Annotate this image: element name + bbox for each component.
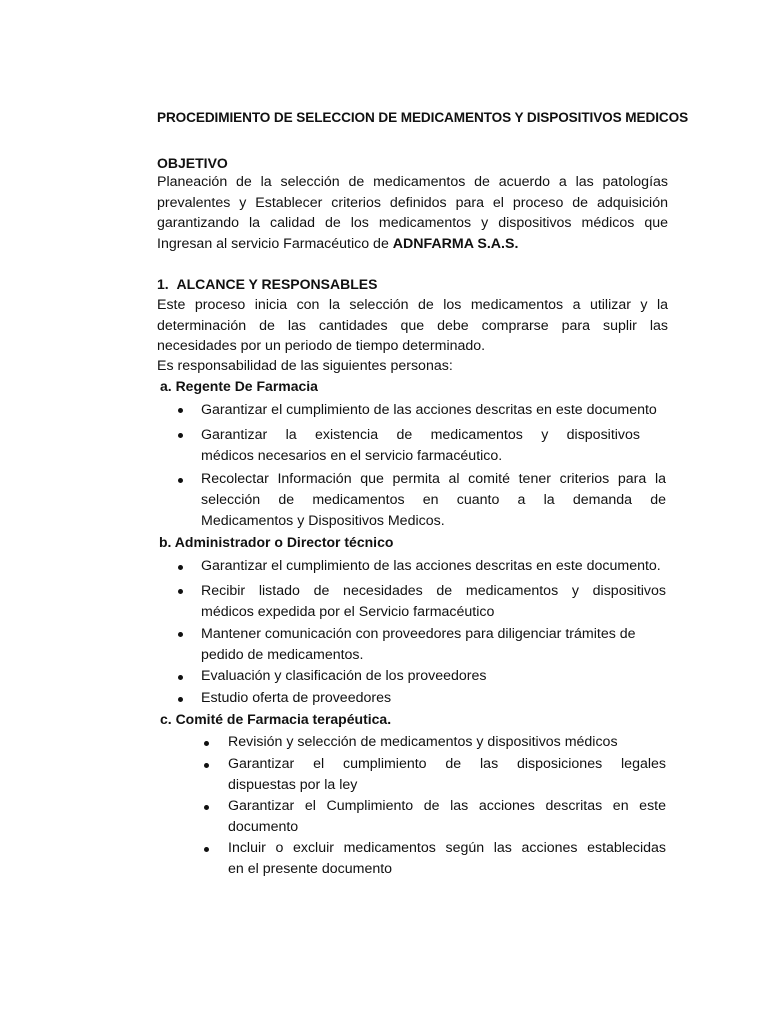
- section-1-heading: [157, 276, 377, 292]
- document-title: PROCEDIMIENTO DE SELECCION DE MEDICAMENTOS Y DISPOSITIVOS MEDICOS: [157, 110, 689, 125]
- list-item-line: Medicamentos y Dispositivos Medicos.: [201, 512, 445, 529]
- list-item: [228, 732, 668, 753]
- section-1-line: Este proceso inicia con la selección de los medicamentos a utilizar y la: [157, 297, 668, 313]
- objetivo-line: Planeación de la selección de medicamentos de acuerdo a las patologías: [157, 174, 668, 190]
- objetivo-line-text: Ingresan al servicio Farmacéutico de: [157, 235, 389, 252]
- list-item: [201, 624, 666, 666]
- list-item: [201, 581, 666, 623]
- list-item-line: selección de medicamentos en cuanto a la demanda de: [201, 491, 666, 508]
- bullet-icon: [178, 408, 183, 413]
- bullet-icon: [204, 741, 209, 746]
- list-item-line: Mantener comunicación con proveedores para diligenciar trámites de: [201, 626, 636, 642]
- bullet-icon: [178, 675, 183, 680]
- section-1-line: determinación de las cantidades que debe comprarse para suplir las: [157, 317, 668, 334]
- section-1-paragraph: [157, 295, 668, 357]
- bullet-icon: [204, 805, 209, 810]
- group-b-label: b. Administrador o Director técnico: [159, 534, 394, 550]
- list-item-line: Recolectar Información que permita al comité tener criterios para la: [201, 471, 666, 487]
- section-1-intro: Es responsabilidad de las siguientes personas:: [157, 358, 453, 374]
- group-a-label: a. Regente De Farmacia: [160, 378, 318, 394]
- list-item: [228, 838, 666, 880]
- list-item-line: Garantizar el cumplimiento de las disposiciones legales: [228, 756, 666, 772]
- list-item-line: Revisión y selección de medicamentos y dispositivos médicos: [228, 734, 618, 750]
- list-item-line: médicos necesarios en el servicio farmacéutico.: [201, 447, 503, 464]
- list-item: [201, 400, 687, 421]
- list-item-line: Incluir o excluir medicamentos según las acciones establecidas: [228, 840, 666, 856]
- list-item-line: documento: [228, 818, 299, 835]
- list-item: [201, 688, 666, 709]
- list-item-line: dispuestas por la ley: [228, 776, 358, 793]
- bullet-icon: [178, 565, 183, 570]
- list-item: [201, 425, 640, 467]
- objetivo-line: prevalentes y Establecer criterios definidos para el proceso de adquisición: [157, 194, 668, 211]
- list-item: [228, 754, 666, 796]
- bullet-icon: [178, 697, 183, 702]
- objetivo-paragraph: [157, 172, 668, 254]
- objetivo-line: garantizando la calidad de los medicamentos y dispositivos médicos que: [157, 215, 668, 232]
- bullet-icon: [204, 763, 209, 768]
- list-item-line: médicos expedida por el Servicio farmacéutico: [201, 603, 495, 620]
- list-item-line: Garantizar la existencia de medicamentos y dispositivos: [201, 427, 640, 443]
- list-item-line: Garantizar el cumplimiento de las acciones descritas en este documento: [201, 402, 657, 418]
- bullet-icon: [178, 589, 183, 594]
- list-item-line: pedido de medicamentos.: [201, 646, 364, 663]
- list-item-line: en el presente documento: [228, 860, 393, 877]
- list-item-line: Evaluación y clasificación de los proveedores: [201, 668, 487, 684]
- objetivo-line: [157, 234, 668, 255]
- list-item: [201, 556, 691, 577]
- list-item-line: Garantizar el Cumplimiento de las acciones descritas en este: [228, 798, 666, 814]
- list-item-line: Recibir listado de necesidades de medicamentos y dispositivos: [201, 583, 666, 599]
- bullet-icon: [178, 478, 183, 483]
- bullet-icon: [178, 632, 183, 637]
- group-c-label: c. Comité de Farmacia terapéutica.: [160, 711, 392, 727]
- list-item: [201, 469, 666, 531]
- bullet-icon: [178, 433, 183, 438]
- list-item-line: Estudio oferta de proveedores: [201, 690, 392, 706]
- list-item-line: Garantizar el cumplimiento de las acciones descritas en este documento.: [201, 558, 661, 574]
- list-item: [201, 666, 666, 687]
- objetivo-heading: OBJETIVO: [157, 155, 228, 171]
- list-item: [228, 796, 666, 838]
- section-1-line: necesidades por un periodo de tiempo determinado.: [157, 338, 486, 355]
- bullet-icon: [204, 847, 209, 852]
- company-name: ADNFARMA S.A.S.: [392, 235, 519, 252]
- section-1-number: 1.: [157, 276, 169, 292]
- section-1-title: ALCANCE Y RESPONSABLES: [176, 276, 378, 292]
